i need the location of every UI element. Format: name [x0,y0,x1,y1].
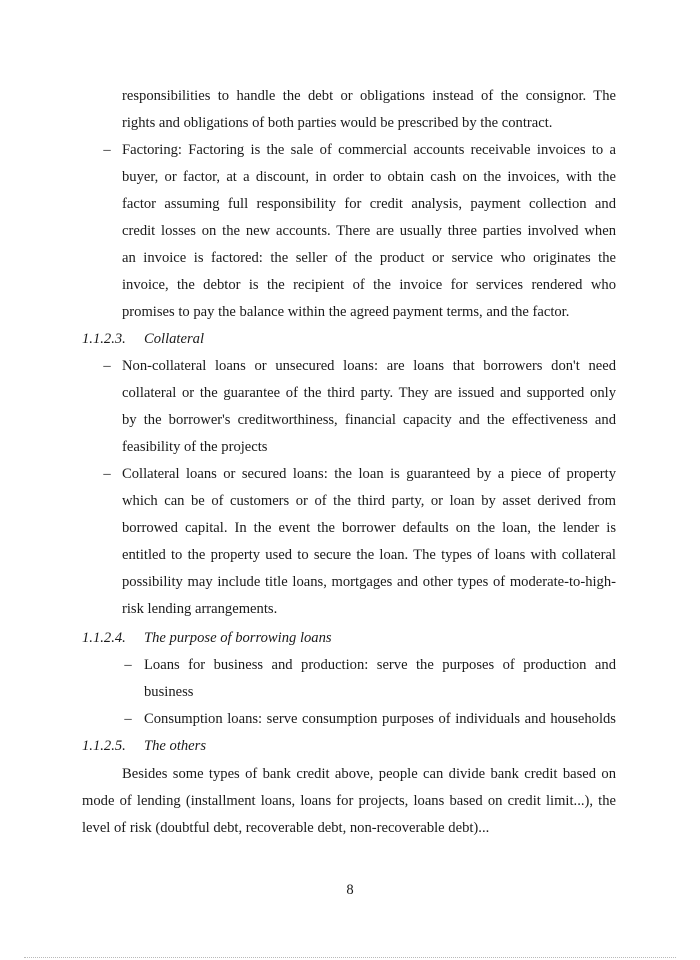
page-edge-divider [24,957,676,958]
bullet-dash: – [124,657,132,673]
section-heading-collateral [0,326,700,353]
section-number: 1.1.2.3. [82,331,126,347]
document-page: responsibilities to handle the debt or obligations instead of the consignor. The rights and obligations of both parties would be prescribed by the contract. – Factoring: Factoring is the sale of commercial accounts receivable invoices to a buyer, or factor, at a discount, in order to obtain cash on the invoices, with the factor assuming full responsibility for credit analysis, payment collection and credit losses on the new accounts. There are usually three parties involved when an invoice is factored: the seller of the product or service who originates the invoice, the debtor is the recipient of the invoice for services rendered who promises to pay the balance within the agreed payment terms, and the factor. 1.1.2.3. Collateral – Non-collateral loans or unsecured loans: are loans that borrowers don't need collateral or the guarantee of the third party. They are issued and supported only by the borrower's creditworthiness, financial capacity and the effectiveness and feasibility of the projects – Collateral loans or secured loans: the loan is guaranteed by a piece of property which can be of customers or of the third party, or loan by asset derived from borrowed capital. In the event the borrower defaults on the loan, the lender is entitled to the property used to secure the loan. The types of loans with collateral possibility may include title loans, mortgages and other types of moderate-to-high- risk lending arrangements. 1.1.2.4. The purpose of borrowing loans – Loans for business and production: serve the purposes of production and business – Consumption loans: serve consumption purposes of individuals and households 1.1.2.5. The others Besides some types of bank credit above, people can divide bank credit based on mode of lending (installment loans, loans for projects, loans based on credit limit...), the level of risk (doubtful debt, recoverable debt, non-recoverable debt)... 8 [0,0,700,960]
section-number: 1.1.2.5. [82,738,126,754]
bullet-dash: – [124,711,132,727]
section-heading-others [0,733,700,760]
section-title: Collateral [144,331,204,347]
section-heading-purpose [0,625,700,652]
bullet-dash: – [103,142,111,158]
bullet-dash: – [103,466,111,482]
section-title: The others [144,738,207,754]
bullet-dash: – [103,358,111,374]
section-title: The purpose of borrowing loans [144,630,332,646]
paragraph-line: responsibilities to handle the debt or obligations instead of the consignor. The [122,88,616,104]
section-number: 1.1.2.4. [82,630,126,646]
page-number: 8 [346,882,354,898]
paragraph-line: rights and obligations of both parties would be prescribed by the contract. [122,115,553,131]
